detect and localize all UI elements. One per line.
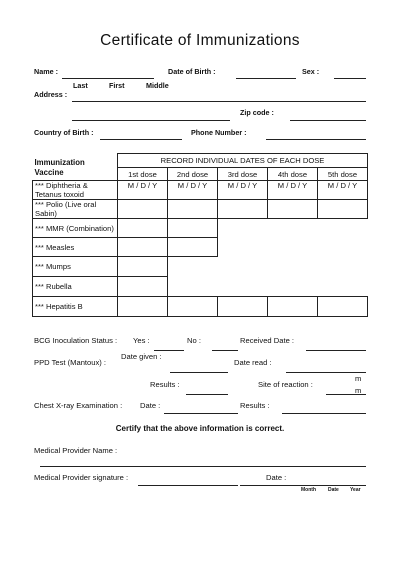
ppd-date-given-field[interactable] — [170, 372, 228, 373]
name-field[interactable] — [62, 78, 154, 79]
dose-header: 2nd dose — [168, 168, 218, 181]
dose-cell[interactable] — [218, 200, 268, 219]
dose-cell[interactable] — [118, 219, 168, 238]
dose-cell[interactable] — [268, 297, 318, 317]
last-label: Last — [73, 81, 88, 90]
table-row — [33, 257, 368, 277]
middle-label: Middle — [146, 81, 169, 90]
dose-cell[interactable] — [318, 200, 368, 219]
certify-statement: Certify that the above information is correct. — [115, 424, 285, 433]
bcg-label: BCG Inoculation Status : — [34, 336, 118, 345]
dose-cell[interactable] — [318, 297, 368, 317]
dose-cell[interactable]: M / D / Y — [118, 181, 168, 200]
sex-label: Sex : — [302, 67, 320, 76]
dose-cell[interactable] — [118, 257, 168, 277]
month-label: Month — [301, 487, 316, 493]
country-field[interactable] — [100, 139, 182, 140]
table-row — [33, 219, 368, 238]
dose-cell[interactable] — [168, 238, 218, 257]
xray-date-field[interactable] — [164, 413, 238, 414]
dose-cell[interactable] — [168, 200, 218, 219]
dob-field[interactable] — [236, 78, 296, 79]
country-label: Country of Birth : — [34, 128, 94, 137]
xray-date-label: Date : — [140, 401, 161, 410]
vaccine-name: *** Hepatitis B — [33, 297, 118, 317]
record-header: RECORD INDIVIDUAL DATES OF EACH DOSE — [118, 154, 368, 168]
vaccine-name: *** Polio (Live oral Sabin) — [33, 200, 118, 219]
xray-label: Chest X-ray Examination : — [34, 401, 123, 410]
ppd-unit: m — [355, 386, 362, 395]
provider-signature-label: Medical Provider signature : — [34, 473, 129, 482]
ppd-unit: m — [355, 374, 362, 383]
dose-header: 1st dose — [118, 168, 168, 181]
vaccine-name: *** Rubella — [33, 277, 118, 297]
provider-date-field[interactable] — [240, 485, 366, 486]
first-label: First — [109, 81, 125, 90]
dob-label: Date of Birth : — [168, 67, 216, 76]
dose-cell[interactable] — [268, 200, 318, 219]
dose-cell[interactable] — [118, 297, 168, 317]
zip-field[interactable] — [290, 120, 366, 121]
vaccine-name: *** MMR (Combination) — [33, 219, 118, 238]
page-title: Certificate of Immunizations — [100, 32, 300, 49]
dose-cell[interactable]: M / D / Y — [268, 181, 318, 200]
table-row — [33, 297, 368, 317]
sex-field[interactable] — [334, 78, 366, 79]
address-field-2[interactable] — [72, 120, 230, 121]
provider-date-label: Date : — [266, 473, 287, 482]
vaccine-header: Immunization Vaccine — [34, 157, 85, 177]
xray-results-label: Results : — [240, 401, 270, 410]
provider-signature-field[interactable] — [138, 485, 238, 486]
ppd-date-given-label: Date given : — [121, 352, 162, 361]
address-field[interactable] — [72, 101, 366, 102]
phone-field[interactable] — [266, 139, 366, 140]
dose-cell[interactable] — [118, 277, 168, 297]
table-row — [33, 181, 368, 200]
vaccine-name: *** Measles — [33, 238, 118, 257]
provider-name-field[interactable] — [40, 466, 366, 467]
vaccine-name: *** Mumps — [33, 257, 118, 277]
phone-label: Phone Number : — [191, 128, 247, 137]
year-label: Year — [350, 487, 361, 493]
dose-cell[interactable] — [218, 297, 268, 317]
table-row — [33, 277, 368, 297]
xray-results-field[interactable] — [282, 413, 366, 414]
bcg-no-field[interactable] — [212, 350, 238, 351]
dose-header: 4th dose — [268, 168, 318, 181]
date-sub-label: Date — [328, 487, 339, 493]
zip-label: Zip code : — [240, 108, 274, 117]
dose-cell[interactable]: M / D / Y — [218, 181, 268, 200]
dose-cell[interactable] — [118, 238, 168, 257]
dose-cell[interactable] — [168, 297, 218, 317]
address-label: Address : — [34, 90, 68, 99]
dose-cell[interactable]: M / D / Y — [168, 181, 218, 200]
dose-cell[interactable]: M / D / Y — [318, 181, 368, 200]
ppd-date-read-label: Date read : — [234, 358, 272, 367]
ppd-date-read-field[interactable] — [286, 372, 366, 373]
immunization-table — [32, 153, 368, 317]
ppd-results-label: Results : — [150, 380, 180, 389]
bcg-no-label: No : — [187, 336, 201, 345]
bcg-yes-label: Yes : — [133, 336, 150, 345]
dose-cell[interactable] — [168, 219, 218, 238]
table-row — [33, 200, 368, 219]
ppd-results-field[interactable] — [186, 394, 228, 395]
dose-cell[interactable] — [118, 200, 168, 219]
dose-header: 3rd dose — [218, 168, 268, 181]
ppd-site-label: Site of reaction : — [258, 380, 313, 389]
provider-name-label: Medical Provider Name : — [34, 446, 118, 455]
ppd-label: PPD Test (Mantoux) : — [34, 358, 107, 367]
vaccine-name: *** Diphtheria & Tetanus toxoid — [33, 181, 118, 200]
bcg-received-field[interactable] — [306, 350, 366, 351]
bcg-received-label: Received Date : — [240, 336, 295, 345]
name-label: Name : — [34, 67, 58, 76]
table-row — [33, 238, 368, 257]
dose-header: 5th dose — [318, 168, 368, 181]
